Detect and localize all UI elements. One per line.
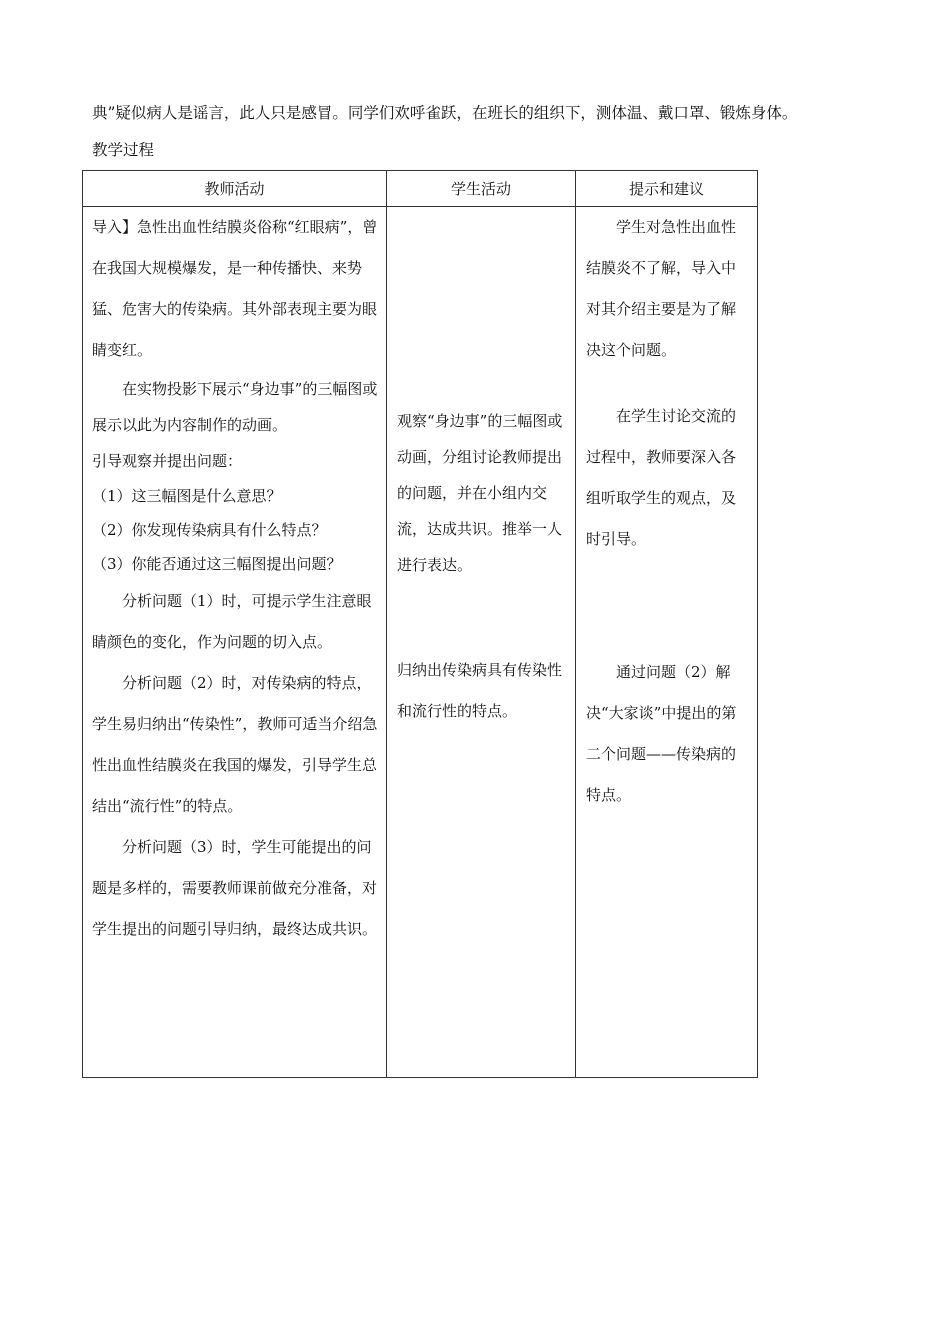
teacher-analysis-3: 分析问题（3）时，学生可能提出的问题是多样的，需要教师课前做充分准备，对学生提出的问题引导归纳，最终达成共识。 <box>92 838 378 938</box>
header-student-activity: 学生活动 <box>387 171 576 207</box>
teacher-analysis-2: 分析问题（2）时，对传染病的特点，学生易归纳出“传染性”，教师可适当介绍急性出血性结膜炎在我国的爆发，引导学生总结出“流行性”的特点。 <box>92 674 378 815</box>
header-tips: 提示和建议 <box>576 171 758 207</box>
question-item: （3）你能否通过这三幅图提出问题？ <box>92 555 342 573</box>
tip-3: 通过问题（2）解决“大家谈”中提出的第二个问题——传染病的特点。 <box>586 663 737 804</box>
student-observe: 观察“身边事”的三幅图或动画，分组讨论教师提出的问题，并在小组内交流，达成共识。推举一人进行表达。 <box>397 412 563 574</box>
teacher-intro: 导入】急性出血性结膜炎俗称“红眼病”，曾在我国大规模爆发，是一种传播快、来势猛、危害大的传染病。其外部表现主要为眼睛变红。 <box>92 218 378 359</box>
intro-paragraph-line: 典”疑似病人是谣言，此人只是感冒。同学们欢呼雀跃，在班长的组织下，测体温、戴口罩、锻炼身体。 <box>92 104 798 122</box>
question-item: （2）你发现传染病具有什么特点？ <box>92 521 327 539</box>
table-header-row <box>83 171 758 207</box>
question-item: （1）这三幅图是什么意思？ <box>92 487 282 505</box>
header-teacher-activity: 教师活动 <box>83 171 387 207</box>
student-activity-cell <box>387 207 576 1078</box>
teacher-analysis-1: 分析问题（1）时，可提示学生注意眼睛颜色的变化，作为问题的切入点。 <box>92 592 372 651</box>
tip-1: 学生对急性出血性结膜炎不了解，导入中对其介绍主要是为了解决这个问题。 <box>586 218 737 359</box>
table-row <box>83 207 758 1078</box>
tips-cell <box>576 207 758 1078</box>
section-title: 教学过程 <box>92 141 155 159</box>
student-conclude: 归纳出传染病具有传染性和流行性的特点。 <box>397 661 563 720</box>
teacher-activity-cell <box>83 207 387 1078</box>
teacher-show: 在实物投影下展示“身边事”的三幅图或展示以此为内容制作的动画。 <box>92 380 378 434</box>
tip-2: 在学生讨论交流的过程中，教师要深入各组听取学生的观点，及时引导。 <box>586 407 737 548</box>
teaching-process-table <box>82 170 758 1078</box>
teacher-guide: 引导观察并提出问题： <box>92 452 243 470</box>
